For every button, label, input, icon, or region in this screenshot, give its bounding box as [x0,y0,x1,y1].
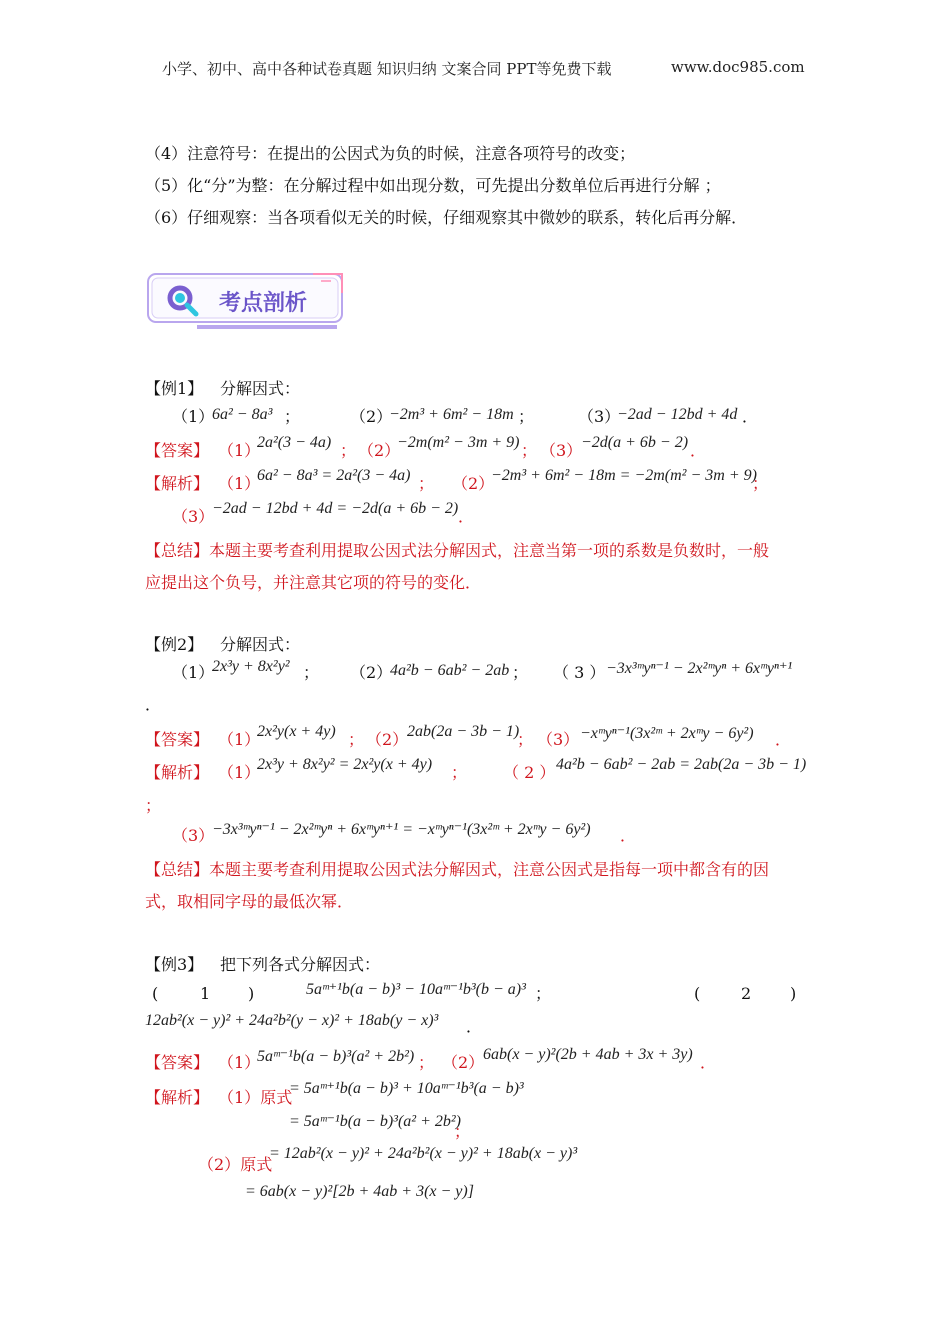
ex1-s2: −2m³ + 6m² − 18m = −2m(m² − 3m + 9) [491,467,757,484]
ex1-q1-label: （1） [172,407,215,426]
ex3-s2-orig: 原式 [240,1155,273,1174]
ex2-q1-semi: ； [303,663,320,682]
ex2-a1-semi: ； [348,730,365,749]
ex3-a1: 5aᵐ⁻¹b(a − b)³(a² + 2b²) [257,1048,415,1065]
ex1-summary-text1: 本题主要考查利用提取公因式法分解因式，注意当第一项的系数是负数时，一般 [209,541,770,560]
ex2-s2: 4a²b − 6ab² − 2ab = 2ab(2a − 3b − 1) [556,756,807,773]
ex3-a2-label: （2） [442,1053,485,1072]
ex2-summary-label: 【总结】 [145,860,210,879]
ex2-a2-semi: ； [517,730,534,749]
ex2-a3-dot: ． [775,730,792,749]
ex1-summary-l1 [145,540,769,562]
ex1-q3: −2ad − 12bd + 4d [617,406,738,423]
ex2-q3-label: （ 3 ） [553,663,606,682]
ex1-a1-semi: ； [340,441,357,460]
ex3-s1-label: （1） [218,1088,261,1107]
ex2-a1-label: （1） [218,730,261,749]
ex2-a2: 2ab(2a − 3b − 1) [407,723,520,740]
ex3-q2-dot: ． [466,1017,483,1036]
header-url[interactable]: www.doc985.com [671,58,805,76]
ex1-q3-dot: ． [742,407,759,426]
ex1-q1: 6a² − 8a³ [212,406,273,423]
ex3-s2-line2: = 6ab(x − y)²[2b + 4ab + 3(x − y)] [245,1183,474,1200]
ex1-answer-label: 【答案】 [145,441,210,460]
ex1-a2-semi: ； [521,441,538,460]
ex2-q2-semi: ； [512,663,529,682]
ex3-a1-semi: ； [418,1053,435,1072]
ex1-s1-label: （1） [218,474,261,493]
ex2-q3-dot: ． [145,695,162,714]
ex2-a1: 2x²y(x + 4y) [257,723,336,740]
ex2-s3: −3x³ᵐyⁿ⁻¹ − 2x²ᵐyⁿ + 6xᵐyⁿ⁺¹ = −xᵐyⁿ⁻¹(3x²ᵐ + 2xᵐy − 6y²) [212,821,591,838]
ex2-answer-label: 【答案】 [145,730,210,749]
ex1-a1: 2a²(3 − 4a) [257,434,332,451]
ex1-q2-label: （2） [350,407,393,426]
ex3-q1-number: 1 [200,984,211,1003]
ex1-s1-semi: ； [418,474,435,493]
ex2-summary-l2: 式，取相同字母的最低次幂． [145,892,354,911]
ex3-q2: 12ab²(x − y)² + 24a²b²(y − x)² + 18ab(y − x)³ [145,1012,439,1029]
ex2-analysis-label: 【解析】 [145,763,210,782]
ex3-s2-line1: = 12ab²(x − y)² + 24a²b²(x − y)² + 18ab(x − y)³ [269,1145,578,1162]
ex1-a3-dot: ． [690,441,707,460]
header-site-line: 小学、初中、高中各种试卷真题 知识归纳 文案合同 PPT等免费下载 [162,60,612,78]
ex3-q1-semi: ； [535,984,552,1003]
ex3-s1-prefix [218,1087,292,1109]
ex2-s2-semi: ； [145,796,162,815]
tip-4: （4）注意符号：在提出的公因式为负的时候，注意各项符号的改变； [145,144,636,163]
ex3-q2-close: ) [790,984,797,1003]
ex1-s3: −2ad − 12bd + 4d = −2d(a + 6b − 2) [212,500,459,517]
ex2-q2-label: （2） [350,663,393,682]
ex2-a3: −xᵐyⁿ⁻¹(3x²ᵐ + 2xᵐy − 6y²) [580,725,754,742]
ex1-a3-label: （3） [540,441,583,460]
ex1-q3-label: （3） [578,407,621,426]
ex3-q2-number: 2 [741,984,752,1003]
ex3-s1-semi: ； [454,1122,471,1141]
ex3-a2-dot: ． [700,1053,717,1072]
ex1-summary-label: 【总结】 [145,541,210,560]
ex3-a2: 6ab(x − y)²(2b + 4ab + 3x + 3y) [483,1046,693,1063]
ex1-task: 分解因式： [220,379,301,398]
ex2-q1-label: （1） [172,663,215,682]
ex1-a1-label: （1） [218,441,261,460]
ex2-task: 分解因式： [220,635,301,654]
ex1-s1: 6a² − 8a³ = 2a²(3 − 4a) [257,467,411,484]
ex3-q1-close: ) [248,984,255,1003]
ex2-summary-l1 [145,859,769,881]
ex3-analysis-label: 【解析】 [145,1088,210,1107]
ex2-summary-text1: 本题主要考查利用提取公因式法分解因式，注意公因式是指每一项中都含有的因 [209,860,770,879]
ex3-s1-line2: = 5aᵐ⁻¹b(a − b)³(a² + 2b²) [289,1113,462,1130]
ex3-s2-label: （2） [198,1155,241,1174]
tip-5: （5）化“分”为整：在分解过程中如出现分数，可先提出分数单位后再进行分解 ； [145,176,721,195]
section-banner [145,271,345,331]
ex2-a2-label: （2） [366,730,409,749]
ex3-s2-prefix [198,1154,272,1176]
ex3-task: 把下列各式分解因式： [220,955,381,974]
ex1-title: 【例1】 [145,379,204,398]
ex1-q1-semi: ； [284,407,301,426]
ex2-q2: 4a²b − 6ab² − 2ab [390,662,510,679]
ex1-a3: −2d(a + 6b − 2) [581,434,689,451]
ex1-summary-l2: 应提出这个负号，并注意其它项的符号的变化． [145,573,482,592]
ex2-q1: 2x³y + 8x²y² [212,658,290,675]
ex3-answer-label: 【答案】 [145,1053,210,1072]
ex2-s2-label: （ 2 ） [503,763,556,782]
ex2-s1-semi: ； [451,763,468,782]
ex2-a3-label: （3） [537,730,580,749]
ex1-s3-dot: ． [458,507,475,526]
tip-6: （6）仔细观察：当各项看似无关的时候，仔细观察其中微妙的联系，转化后再分解． [145,208,748,227]
ex2-s3-label: （3） [172,826,215,845]
ex1-q2: −2m³ + 6m² − 18m [389,406,514,423]
ex3-s1-line1: = 5aᵐ⁺¹b(a − b)³ + 10aᵐ⁻¹b³(a − b)³ [289,1080,524,1097]
ex3-a1-label: （1） [218,1053,261,1072]
ex3-title: 【例3】 [145,955,204,974]
ex1-a2-label: （2） [358,441,401,460]
search-icon [165,283,201,319]
ex2-title: 【例2】 [145,635,204,654]
ex2-s3-dot: ． [620,826,637,845]
ex3-q1-open: ( [152,984,159,1003]
ex1-s3-label: （3） [172,507,215,526]
ex1-analysis-label: 【解析】 [145,474,210,493]
ex1-a2: −2m(m² − 3m + 9) [397,434,520,451]
ex2-s1-label: （1） [218,763,261,782]
ex3-q1: 5aᵐ⁺¹b(a − b)³ − 10aᵐ⁻¹b³(b − a)³ [306,981,526,998]
ex3-q2-open: ( [694,984,701,1003]
ex1-s2-semi: ； [752,474,769,493]
banner-title: 考点剖析 [219,291,308,316]
ex1-s2-label: （2） [452,474,495,493]
ex1-q2-semi: ； [518,407,535,426]
ex2-q3: −3x³ᵐyⁿ⁻¹ − 2x²ᵐyⁿ + 6xᵐyⁿ⁺¹ [606,660,793,677]
ex2-s1: 2x³y + 8x²y² = 2x²y(x + 4y) [257,756,433,773]
ex3-s1-orig: 原式 [260,1088,293,1107]
